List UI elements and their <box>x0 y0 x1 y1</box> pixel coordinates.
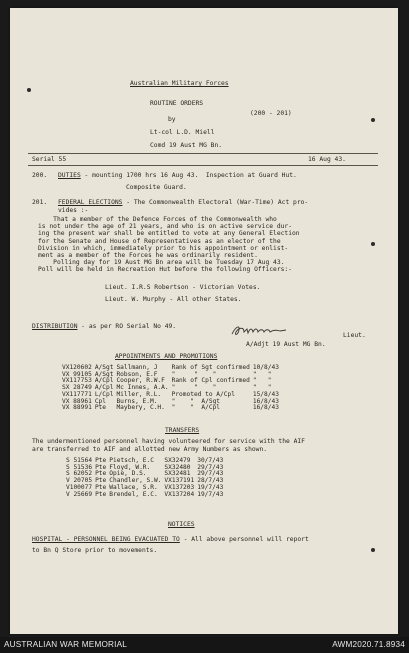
appointment-row-cell: " " <box>252 377 272 385</box>
punch-hole <box>371 548 375 552</box>
notices-label: HOSPITAL - PERSONNEL BEING EVACUATED TO <box>32 536 180 543</box>
appointment-row-cell: L/Cpl <box>94 390 114 398</box>
order-201-text: - The Commonwealth Electoral (War-Time) Act pro- <box>122 199 309 206</box>
transfer-row-cell: Pte <box>95 477 107 485</box>
appointment-row-cell: SX 28749 <box>62 384 92 392</box>
appointment-row-cell: 16/8/43 <box>252 404 279 412</box>
document-page <box>10 8 398 634</box>
body-line: Poll will be held in Recreation Hut before the following Officers:- <box>38 266 293 274</box>
appointment-row-cell: VX117753 <box>62 377 92 385</box>
transfer-row-cell: S 62052 <box>66 470 93 478</box>
appointment-row-cell: " " A/Cpl <box>171 404 221 412</box>
appointment-row-cell: 15/8/43 <box>252 390 279 398</box>
appointments-table <box>62 365 282 412</box>
transfer-row-cell: V 25669 <box>66 490 93 498</box>
archive-footer <box>0 637 409 653</box>
transfer-row-cell: V 20705 <box>66 477 93 485</box>
body-line: is not under the age of 21 years, and who is on active service dur- <box>38 223 293 231</box>
order-201-line-2: vides :- <box>58 207 89 214</box>
body-line: Division in which, immediately prior to his appointment or enlist- <box>38 244 289 252</box>
body-line: ing the present war shall be entitled to vote at any General Election <box>38 230 300 238</box>
appointment-row-cell: Robson, E.F <box>116 370 158 378</box>
issuing-officer: Lt-col L.D. Miell <box>150 129 215 136</box>
transfer-row-cell: Brendel, E.C. <box>109 490 158 498</box>
transfer-row-cell: 29/7/43 <box>197 463 224 471</box>
signature <box>230 324 288 338</box>
transfers-heading: TRANSFERS <box>165 427 200 434</box>
appointment-row-cell: A/Sgt <box>94 370 114 378</box>
transfer-row-cell: V100077 <box>66 483 93 491</box>
appointment-row-cell: A/Cpl <box>94 377 114 385</box>
appointment-row-cell: VX 88991 <box>62 404 92 412</box>
body-line: Polling day for 19 Aust MG Bn area will be Tuesday 17 Aug 43. <box>38 259 285 267</box>
serial-date: 16 Aug 43. <box>308 156 346 163</box>
transfer-row-cell: 28/7/43 <box>197 477 224 485</box>
appointments-heading: APPOINTMENTS AND PROMOTIONS <box>115 353 218 360</box>
body-line: That a member of the Defence Forces of the Commonwealth who <box>38 216 277 223</box>
transfer-row-cell: Pte <box>95 490 107 498</box>
appointment-row-cell: Sallmann, J <box>116 364 158 371</box>
transfer-row-cell: S 51536 <box>66 463 93 471</box>
body-line: for the Senate and House of Representatives as an elector of the <box>38 237 281 245</box>
appointment-row-cell: Burns, E.M. <box>116 397 158 405</box>
distribution-label: DISTRIBUTION <box>32 323 78 330</box>
appointment-row-cell: " " " <box>171 370 217 378</box>
transfer-row <box>66 492 226 499</box>
transfer-row-cell: VX137191 <box>164 477 195 485</box>
transfer-row-cell: VX137204 <box>164 490 195 498</box>
transfer-row-cell: S 51564 <box>66 457 93 464</box>
transfers-table <box>66 458 226 498</box>
transfers-intro: are transferred to AIF and allotted new Army Numbers as shown. <box>32 446 268 453</box>
transfer-row-cell: Pte <box>95 457 107 464</box>
appointment-row-cell: A/Sgt <box>94 364 114 371</box>
order-200-title: DUTIES <box>58 172 81 179</box>
appointment-row-cell: Pte <box>94 404 106 412</box>
document-title: ROUTINE ORDERS <box>150 100 204 107</box>
order-201-title: FEDERAL ELECTIONS <box>58 199 123 206</box>
transfer-row-cell: Pte <box>95 463 107 471</box>
appointment-row-cell: A/Cpl <box>94 384 114 392</box>
distribution-text: - as per RO Serial No 49. <box>77 323 177 330</box>
transfer-row-cell: Opie, D.S. <box>109 470 147 478</box>
notices-heading: NOTICES <box>168 521 195 528</box>
transfer-row-cell: Wallace, S.R. <box>109 483 158 491</box>
notices-text: - All above personnel will report <box>179 536 309 543</box>
order-201-number: 201. <box>32 199 48 206</box>
appointment-row-cell: Maybery, C.H. <box>116 404 165 412</box>
appointment-row-cell: Mc Innes, A.A. <box>116 384 169 392</box>
footer-source: AUSTRALIAN WAR MEMORIAL <box>4 640 128 649</box>
transfer-row-cell: SX32480 <box>164 463 191 471</box>
appointment-row-cell: VX120602 <box>62 364 92 371</box>
order-200-text-2: Composite Guard. <box>126 184 187 191</box>
top-rule <box>28 153 378 154</box>
appointment-row-cell: VX 99105 <box>62 370 92 378</box>
appointment-row-cell: Cpl <box>94 397 106 405</box>
serial-rule <box>28 165 378 166</box>
transfer-row-cell: Chandler, S.W. <box>109 477 162 485</box>
transfer-row-cell: Pietsch, E.C <box>109 457 154 464</box>
transfer-row-cell: Floyd, W.R. <box>109 463 151 471</box>
appointment-row-cell: Promoted to A/Cpl <box>171 390 235 398</box>
appointment-row-cell: " " " <box>171 384 217 392</box>
transfer-row-cell: 19/7/43 <box>197 483 224 491</box>
footer-accession: AWM2020.71.8934 <box>332 640 405 649</box>
transfer-row-cell: SX32479 <box>164 457 191 464</box>
signatory-rank: Lieut. <box>343 332 366 339</box>
appointment-row <box>62 405 282 412</box>
serial-number: Serial 55 <box>32 156 67 163</box>
signatory-title: A/Adjt 19 Aust MG Bn. <box>246 341 326 348</box>
officer-line: Lieut. W. Murphy - All other States. <box>105 296 242 303</box>
transfer-row-cell: 29/7/43 <box>197 470 224 478</box>
punch-hole <box>371 118 375 122</box>
transfers-intro: The undermentioned personnel having volunteered for service with the AIF <box>32 438 305 445</box>
appointment-row-cell: 10/8/43 <box>252 364 279 371</box>
appointment-row-cell: " " A/Sgt <box>171 397 221 405</box>
unit-heading: Australian Military Forces <box>130 80 229 87</box>
appointment-row-cell: " " <box>252 370 272 378</box>
appointment-row-cell: Rank of Cpl confirmed <box>171 377 250 385</box>
transfer-row-cell: SX32481 <box>164 470 191 478</box>
order-200-number: 200. <box>32 172 48 179</box>
transfer-row-cell: VX137203 <box>164 483 195 491</box>
appointment-row-cell: Rank of Sgt confirmed <box>171 364 250 371</box>
appointment-row-cell: Cooper, R.W.F <box>116 377 165 385</box>
body-line: ment as a member of the Forces he was ordinarily resident. <box>38 252 258 260</box>
transfer-row-cell: 19/7/43 <box>197 490 224 498</box>
appointment-row-cell: VX 88961 <box>62 397 92 405</box>
appointment-row-cell: Miller, R.L. <box>116 390 162 398</box>
appointment-row-cell: VX117771 <box>62 390 92 398</box>
appointment-row-cell: " " <box>252 384 272 392</box>
transfer-row-cell: Pte <box>95 483 107 491</box>
order-range: (200 - 201) <box>250 110 292 117</box>
order-200-text: - mounting 1700 hrs 16 Aug 43. Inspection at Guard Hut. <box>80 172 297 179</box>
notices-line-2: to Bn Q Store prior to movements. <box>32 547 158 554</box>
appointment-row-cell: 16/8/43 <box>252 397 279 405</box>
by-text: by <box>168 116 176 123</box>
punch-hole <box>371 242 375 246</box>
officer-line: Lieut. I.R.S Robertson - Victorian Votes. <box>105 284 261 291</box>
command-line: Comd 19 Aust MG Bn. <box>150 142 223 149</box>
punch-hole <box>27 88 31 92</box>
transfer-row-cell: 30/7/43 <box>197 457 224 464</box>
transfer-row-cell: Pte <box>95 470 107 478</box>
